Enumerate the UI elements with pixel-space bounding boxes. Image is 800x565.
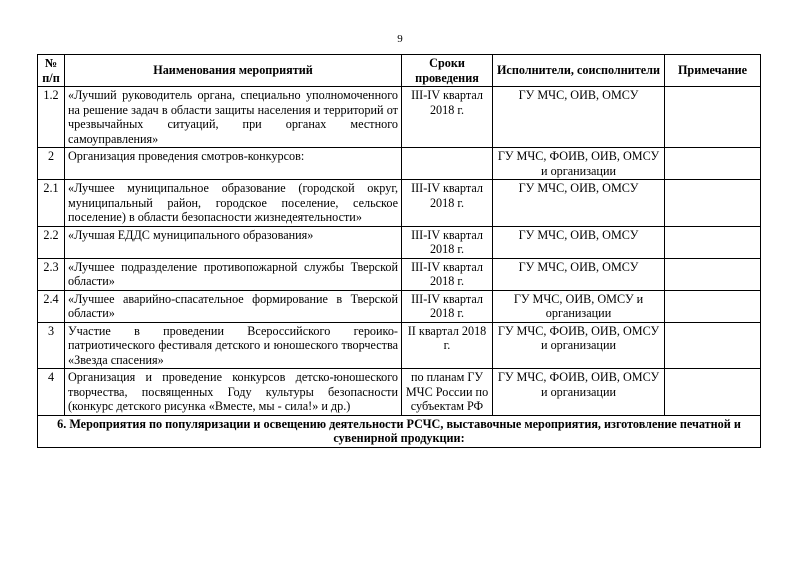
table-row — [38, 290, 761, 322]
row-name: «Лучшее аварийно-спасательное формирование в Тверской области» — [65, 290, 402, 322]
row-name: Участие в проведении Всероссийского героико-патриотического фестиваля детского и юношеского творчества «Звезда спасения» — [65, 322, 402, 369]
row-note — [665, 369, 761, 416]
table-row — [38, 369, 761, 416]
row-term: III-IV квартал 2018 г. — [402, 180, 493, 227]
row-name: «Лучшая ЕДДС муниципального образования» — [65, 226, 402, 258]
table-row — [38, 322, 761, 369]
row-executors: ГУ МЧС, ОИВ, ОМСУ — [493, 258, 665, 290]
events-table — [37, 54, 761, 448]
row-name: Организация проведения смотров-конкурсов: — [65, 148, 402, 180]
row-name: Организация и проведение конкурсов детско-юношеского творчества, посвященных Году культуры безопасности (конкурс детского рисунка «Вместе, мы - сила!» и др.) — [65, 369, 402, 416]
header-note: Примечание — [665, 55, 761, 87]
row-term — [402, 148, 493, 180]
row-name: «Лучшее муниципальное образование (городской округ, муниципальный район, городское поселение, сельское поселение) в области безопасности жизнедеятельности» — [65, 180, 402, 227]
header-num: № п/п — [38, 55, 65, 87]
row-num: 2.4 — [38, 290, 65, 322]
table-row — [38, 87, 761, 148]
row-executors: ГУ МЧС, ОИВ, ОМСУ и организации — [493, 290, 665, 322]
row-executors: ГУ МЧС, ФОИВ, ОИВ, ОМСУ и организации — [493, 148, 665, 180]
row-name: «Лучший руководитель органа, специально уполномоченного на решение задач в области защиты населения и территорий от чрезвычайных ситуаций, при органах местного самоуправления» — [65, 87, 402, 148]
row-executors: ГУ МЧС, ФОИВ, ОИВ, ОМСУ и организации — [493, 369, 665, 416]
row-executors: ГУ МЧС, ОИВ, ОМСУ — [493, 180, 665, 227]
row-note — [665, 148, 761, 180]
row-num: 3 — [38, 322, 65, 369]
row-term: III-IV квартал 2018 г. — [402, 258, 493, 290]
header-row — [38, 55, 761, 87]
row-note — [665, 87, 761, 148]
row-num: 1.2 — [38, 87, 65, 148]
row-note — [665, 322, 761, 369]
table-row — [38, 226, 761, 258]
row-executors: ГУ МЧС, ФОИВ, ОИВ, ОМСУ и организации — [493, 322, 665, 369]
row-note — [665, 226, 761, 258]
row-num: 2.1 — [38, 180, 65, 227]
row-num: 2 — [38, 148, 65, 180]
row-num: 4 — [38, 369, 65, 416]
header-name: Наименования мероприятий — [65, 55, 402, 87]
row-term: III-IV квартал 2018 г. — [402, 87, 493, 148]
row-num: 2.3 — [38, 258, 65, 290]
header-term: Сроки проведения — [402, 55, 493, 87]
row-num: 2.2 — [38, 226, 65, 258]
row-term: III-IV квартал 2018 г. — [402, 290, 493, 322]
row-name: «Лучшее подразделение противопожарной службы Тверской области» — [65, 258, 402, 290]
row-executors: ГУ МЧС, ОИВ, ОМСУ — [493, 226, 665, 258]
row-note — [665, 290, 761, 322]
table-row — [38, 180, 761, 227]
header-executors: Исполнители, соисполнители — [493, 55, 665, 87]
row-term: по планам ГУ МЧС России по субъектам РФ — [402, 369, 493, 416]
section-heading-row — [38, 415, 761, 447]
table-row — [38, 148, 761, 180]
row-note — [665, 258, 761, 290]
row-note — [665, 180, 761, 227]
row-term: III-IV квартал 2018 г. — [402, 226, 493, 258]
row-executors: ГУ МЧС, ОИВ, ОМСУ — [493, 87, 665, 148]
page-number: 9 — [397, 33, 403, 45]
section-heading: 6. Мероприятия по популяризации и освещению деятельности РСЧС, выставочные мероприятия, изготовление печатной и сувенирной продукции: — [38, 415, 761, 447]
table-row — [38, 258, 761, 290]
row-term: II квартал 2018 г. — [402, 322, 493, 369]
